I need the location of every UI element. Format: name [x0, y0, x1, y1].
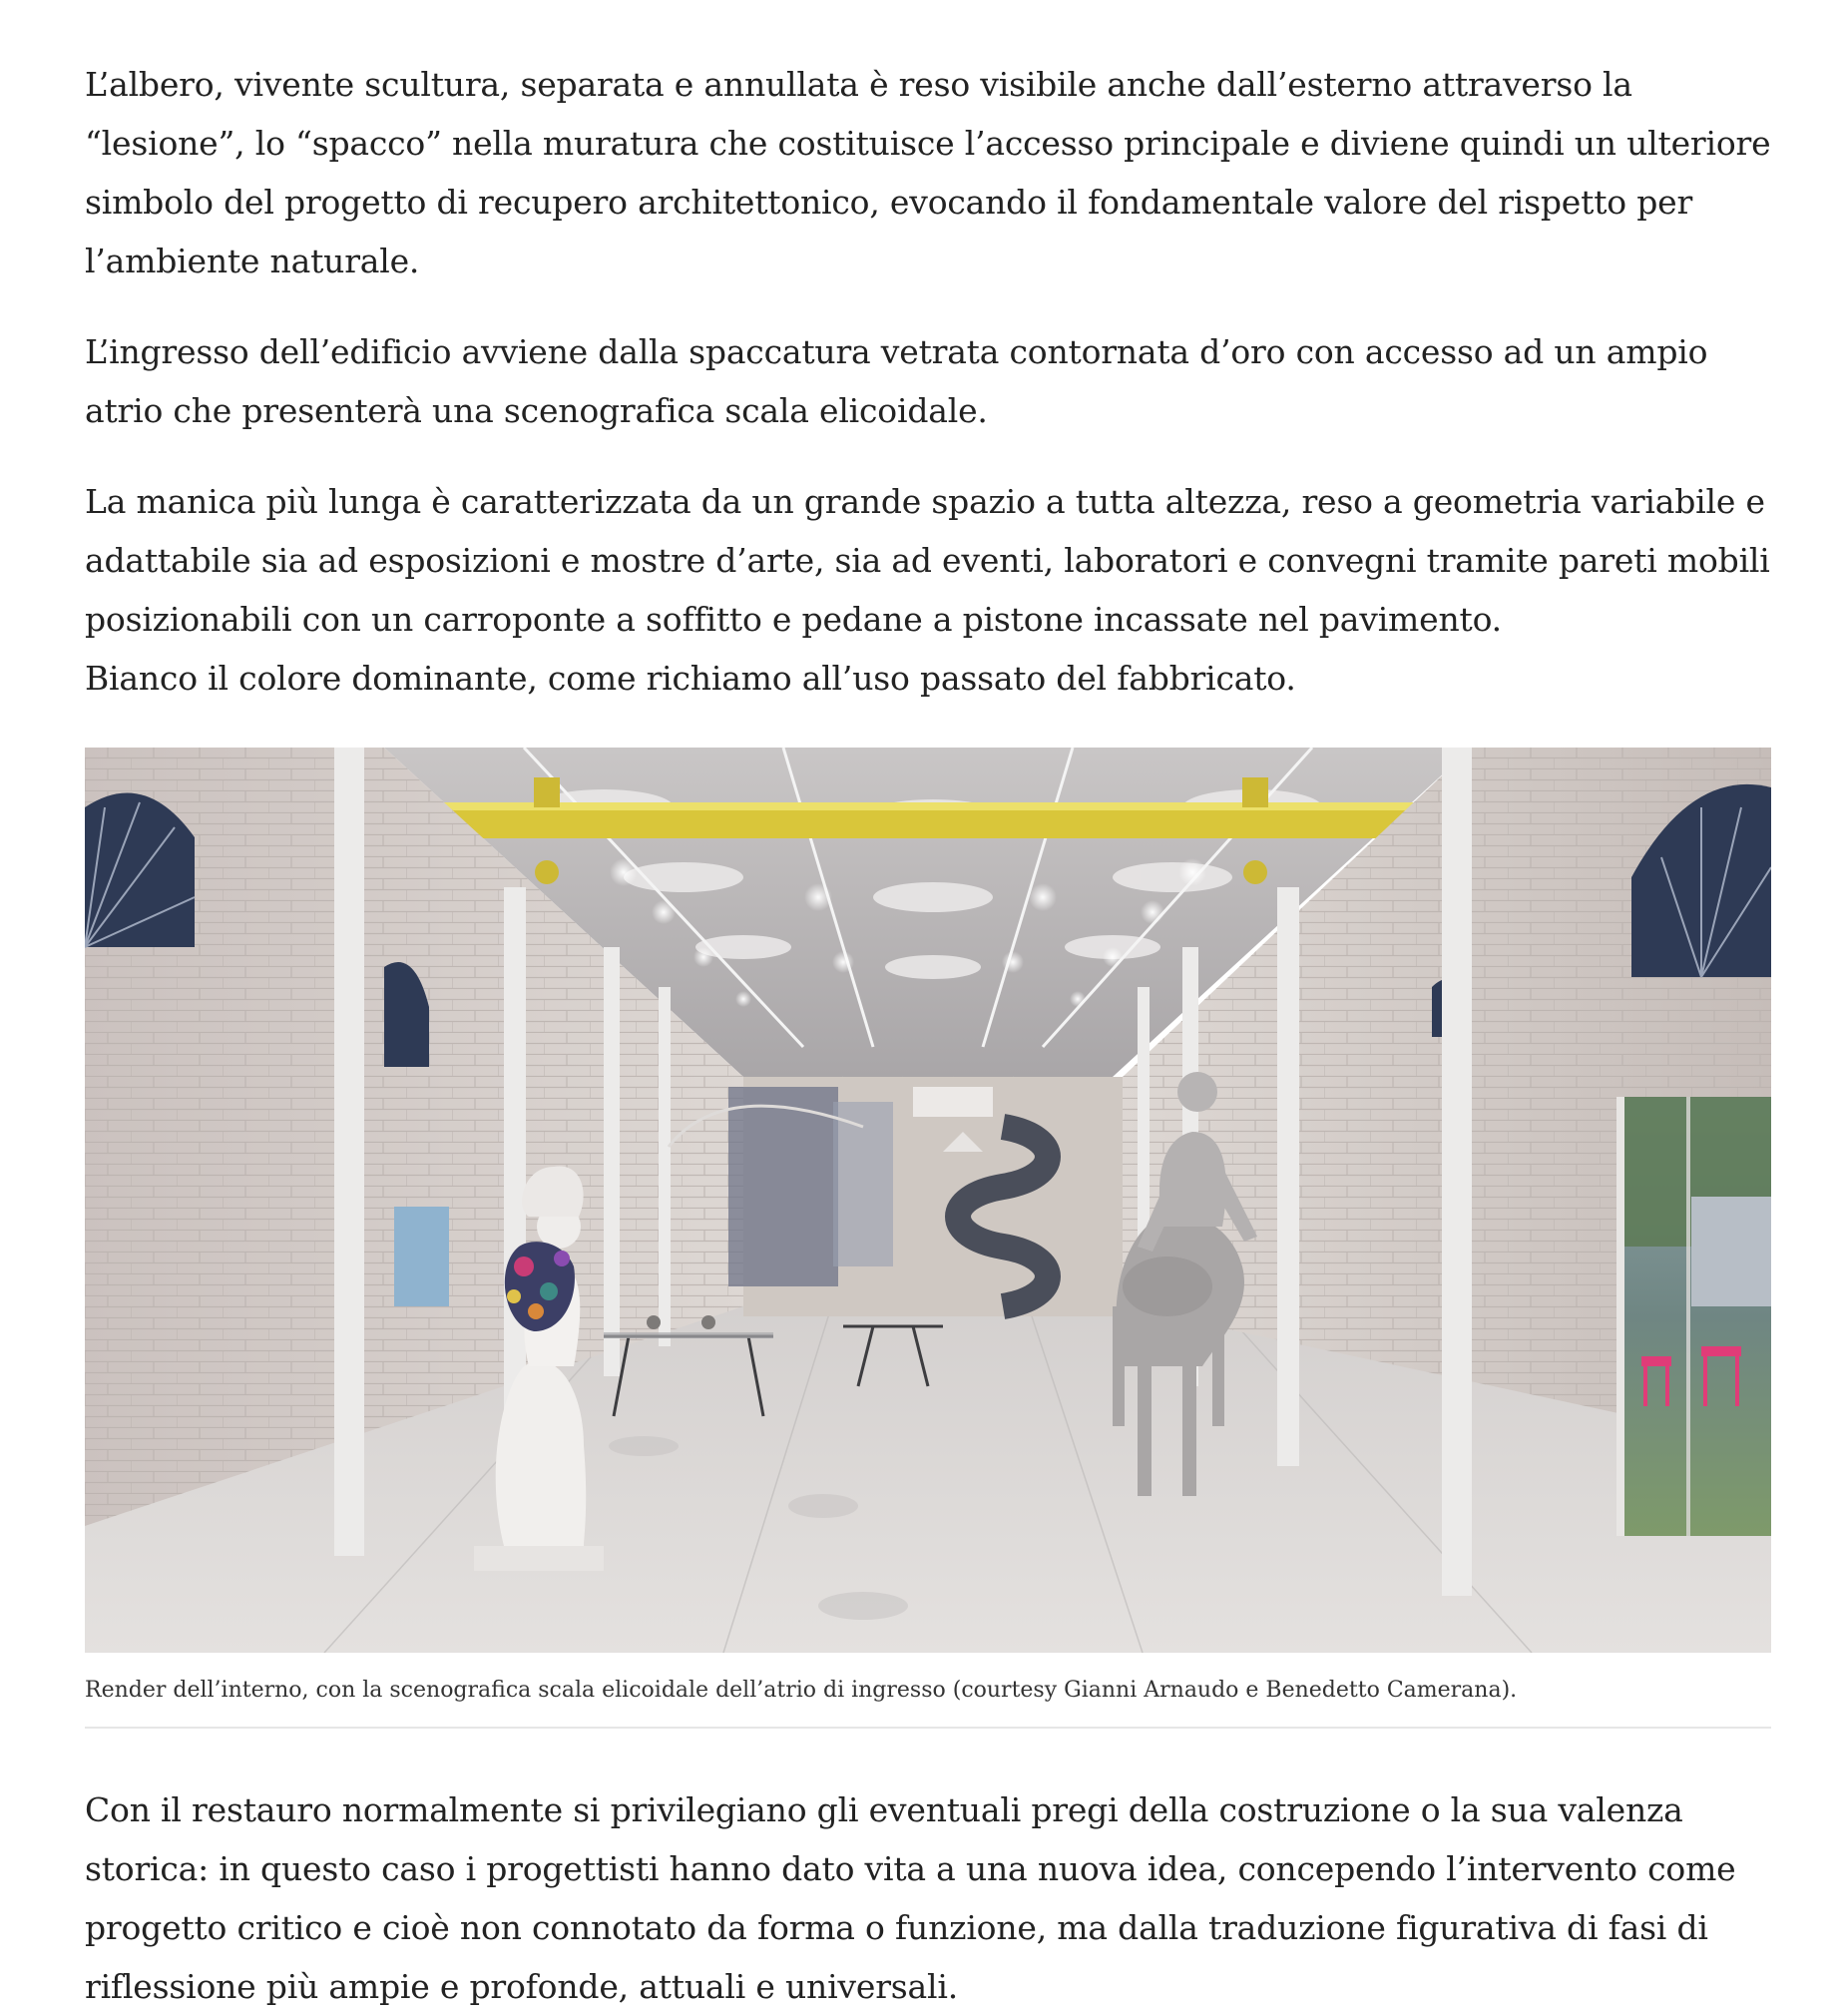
paragraph-restoration: Con il restauro normalmente si privilegiano gli eventuali pregi della costruzione o la sua valenza storica: in questo caso i progettisti hanno dato vita a una nuova idea, concependo l’intervento come progetto critico e cioè non connotato da forma o funzione, ma dalla traduzione figurativa di fasi di riflessione più ampie e profonde, attuali e universali.	[85, 1790, 1736, 2006]
interior-render-figure	[85, 748, 1771, 1711]
paragraph-tree: L’albero, vivente scultura, separata e annullata è reso visibile anche dall’esterno attraverso la “lesione”, lo “spacco” nella muratura che costituisce l’accesso principale e diviene quindi un ulteriore simbolo del progetto di recupero architettonico, evocando il fondamentale valore del rispetto per l’ambiente naturale.	[85, 65, 1771, 280]
paragraph-entrance: L’ingresso dell’edificio avviene dalla spaccatura vetrata contornata d’oro con accesso ad un ampio atrio che presenterà una scenografica scala elicoidale.	[85, 332, 1708, 430]
paragraph-long-wing: La manica più lunga è caratterizzata da un grande spazio a tutta altezza, reso a geometria variabile e adattabile sia ad esposizioni e mostre d’arte, sia ad eventi, laboratori e convegni tramite pareti mobili posizionabili con un carroponte a soffitto e pedane a pistone incassate nel pavimento.	[85, 482, 1770, 639]
article-body	[85, 55, 1771, 2016]
interior-render-image[interactable]	[85, 748, 1771, 1653]
figure-caption: Render dell’interno, con la scenografica scala elicoidale dell’atrio di ingresso (courtesy Gianni Arnaudo e Benedetto Camerana).	[85, 1678, 1518, 1703]
paragraph-dominant-color: Bianco il colore dominante, come richiamo all’uso passato del fabbricato.	[85, 659, 1296, 698]
divider	[85, 1727, 1771, 1729]
